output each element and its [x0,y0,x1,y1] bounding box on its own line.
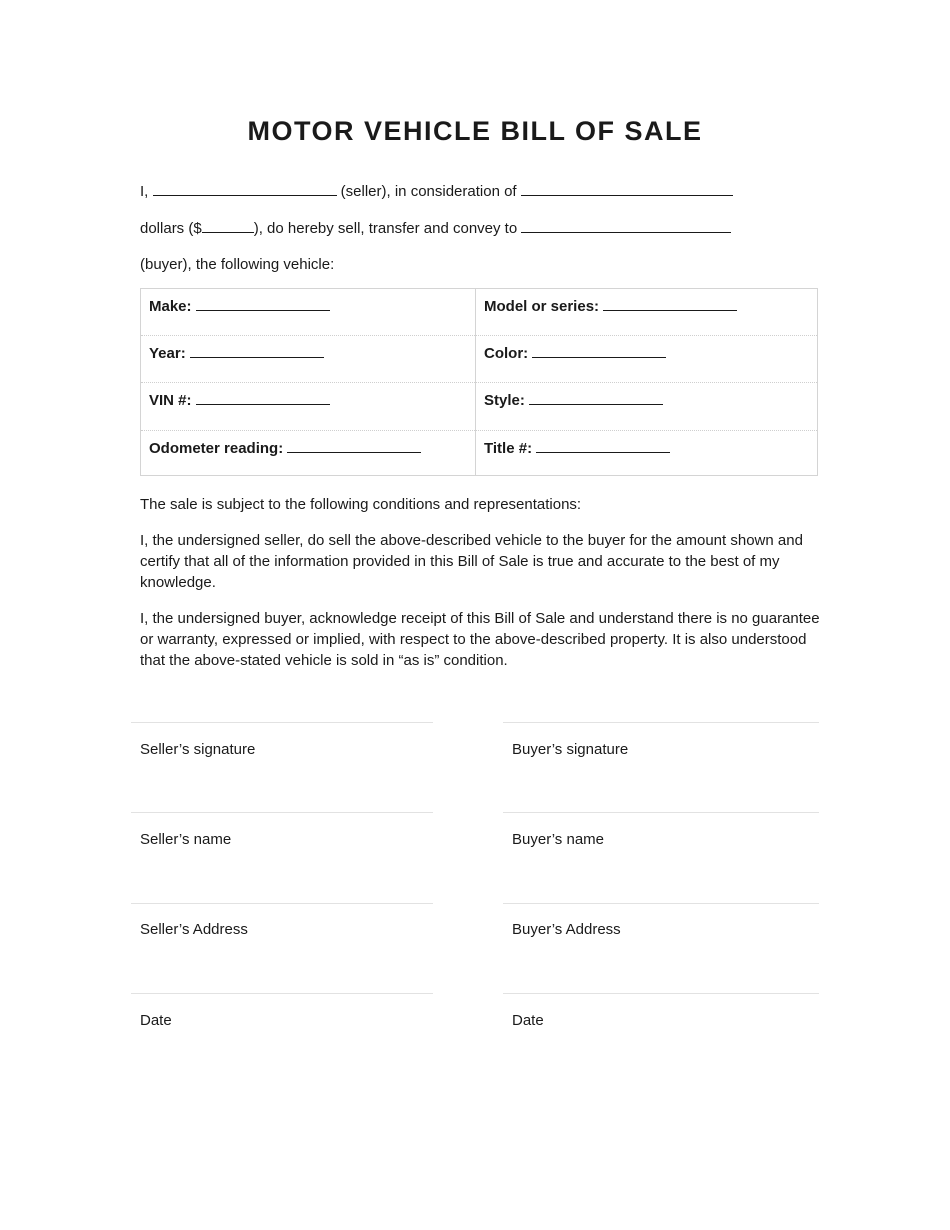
vin-cell [141,383,330,409]
conditions-heading: The sale is subject to the following conditions and representations: [140,496,582,513]
seller-signature-line[interactable] [131,722,433,723]
color-label: Color: [484,345,529,362]
make-cell [141,289,330,315]
intro-text-convey: ), do hereby sell, transfer and convey to [253,220,522,237]
title-number-label: Title #: [484,440,533,457]
title-number-cell [476,431,670,457]
seller-date-label: Date [140,1012,172,1029]
buyer-name-blank[interactable] [521,218,731,233]
intro-text-dollars: dollars ($ [140,220,202,237]
seller-signature-label: Seller’s signature [140,741,256,758]
buyer-signature-line[interactable] [503,722,819,723]
year-label: Year: [149,345,186,362]
buyer-signature-label: Buyer’s signature [512,741,629,758]
seller-name-blank[interactable] [153,181,337,196]
intro-text-i: I, [140,183,153,200]
odometer-blank[interactable] [287,438,421,453]
buyer-name-label: Buyer’s name [512,831,604,848]
buyer-date-line[interactable] [503,993,819,994]
year-cell [141,336,324,362]
buyer-statement: I, the undersigned buyer, acknowledge receipt of this Bill of Sale and understand there is no guarantee or warranty, expressed or implied, with respect to the above-described property. It is also understood that the above-stated vehicle is sold in “as is” condition. [140,610,820,669]
seller-date-line[interactable] [131,993,433,994]
make-label: Make: [149,298,192,315]
consideration-amount-blank[interactable] [521,181,733,196]
color-cell [476,336,666,362]
year-blank[interactable] [190,343,324,358]
dollar-amount-blank[interactable] [202,218,254,233]
intro-line-1 [140,181,733,202]
seller-statement: I, the undersigned seller, do sell the above-described vehicle to the buyer for the amount shown and certify that all of the information provided in this Bill of Sale is true and accurate to the best of my knowledge. [140,532,803,591]
model-cell [476,289,737,315]
intro-line-3: (buyer), the following vehicle: [140,256,335,273]
intro-line-2 [140,218,731,239]
seller-name-label: Seller’s name [140,831,232,848]
seller-address-line[interactable] [131,903,433,904]
make-blank[interactable] [196,296,330,311]
page-title: MOTOR VEHICLE BILL OF SALE [247,116,703,146]
vehicle-info-table [140,288,818,476]
vin-blank[interactable] [196,390,330,405]
color-blank[interactable] [532,343,666,358]
seller-address-label: Seller’s Address [140,921,248,938]
style-blank[interactable] [529,390,663,405]
buyer-address-line[interactable] [503,903,819,904]
style-cell [476,383,663,409]
vin-label: VIN #: [149,392,192,409]
style-label: Style: [484,392,525,409]
odometer-cell [141,431,421,457]
intro-text-seller: (seller), in consideration of [336,183,521,200]
buyer-name-line[interactable] [503,812,819,813]
title-number-blank[interactable] [536,438,670,453]
model-label: Model or series: [484,298,600,315]
buyer-address-label: Buyer’s Address [512,921,621,938]
buyer-date-label: Date [512,1012,544,1029]
odometer-label: Odometer reading: [149,440,284,457]
seller-name-line[interactable] [131,812,433,813]
model-blank[interactable] [603,296,737,311]
